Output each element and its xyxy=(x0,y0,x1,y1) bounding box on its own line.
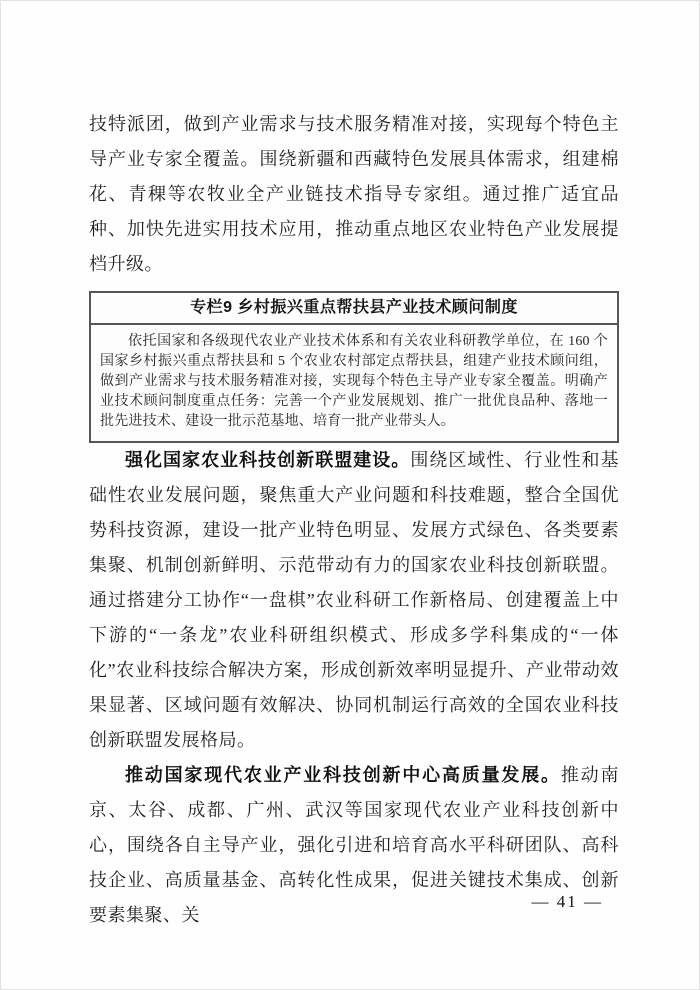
paragraph-lead-bold: 强化国家农业科技创新联盟建设。 xyxy=(125,450,411,470)
page-number: — 41 — xyxy=(531,892,603,911)
callout-box-body: 依托国家和各级现代农业产业技术体系和有关农业科研教学单位，在 160 个国家乡村振兴重点帮扶县和 5 个农业农村部定点帮扶县，组建产业技术顾问组，做到产业需求与技术服务精准对接，实现每个特色主导产业专家全覆盖。明确产业技术顾问制度重点任务：完善一个产业发展规划、推广一批优良品种、落地一批先进技术、建设一批示范基地、培育一批产业带头人。 xyxy=(100,334,608,429)
callout-box xyxy=(89,291,619,443)
paragraph-lead-bold: 推动国家现代农业产业科技创新中心高质量发展。 xyxy=(125,765,561,785)
paragraph-body-text: 推动南京、太谷、成都、广州、武汉等国家现代农业产业科技创新中心，围绕各自主导产业，强化引进和培育高水平科研团队、高科技企业、高质量基金、高转化性成果，促进关键技术集成、创新要素集聚、关 xyxy=(89,765,619,925)
document-body xyxy=(89,107,619,933)
paragraph-continuation: 技特派团，做到产业需求与技术服务精准对接，实现每个特色主导产业专家全覆盖。围绕新疆和西藏特色发展具体需求，组建棉花、青稞等农牧业全产业链技术指导专家组。通过推广适宜品种、加快先进实用技术应用，推动重点地区农业特色产业发展提档升级。 xyxy=(89,114,619,274)
paragraph-body-text: 围绕区域性、行业性和基础性农业发展问题，聚焦重大产业问题和科技难题，整合全国优势科技资源，建设一批产业特色明显、发展方式绿色、各类要素集聚、机制创新鲜明、示范带动有力的国家农业科技创新联盟。通过搭建分工协作“一盘棋”农业科研工作新格局、创建覆盖上中下游的“一条龙”农业科研组织模式、形成多学科集成的“一体化”农业科技综合解决方案，形成创新效率明显提升、产业带动效果显著、区域问题有效解决、协同机制运行高效的全国农业科技创新联盟发展格局。 xyxy=(89,450,620,750)
callout-box-title: 专栏9 乡村振兴重点帮扶县产业技术顾问制度 xyxy=(91,293,617,325)
paragraph-alliance xyxy=(89,443,619,758)
